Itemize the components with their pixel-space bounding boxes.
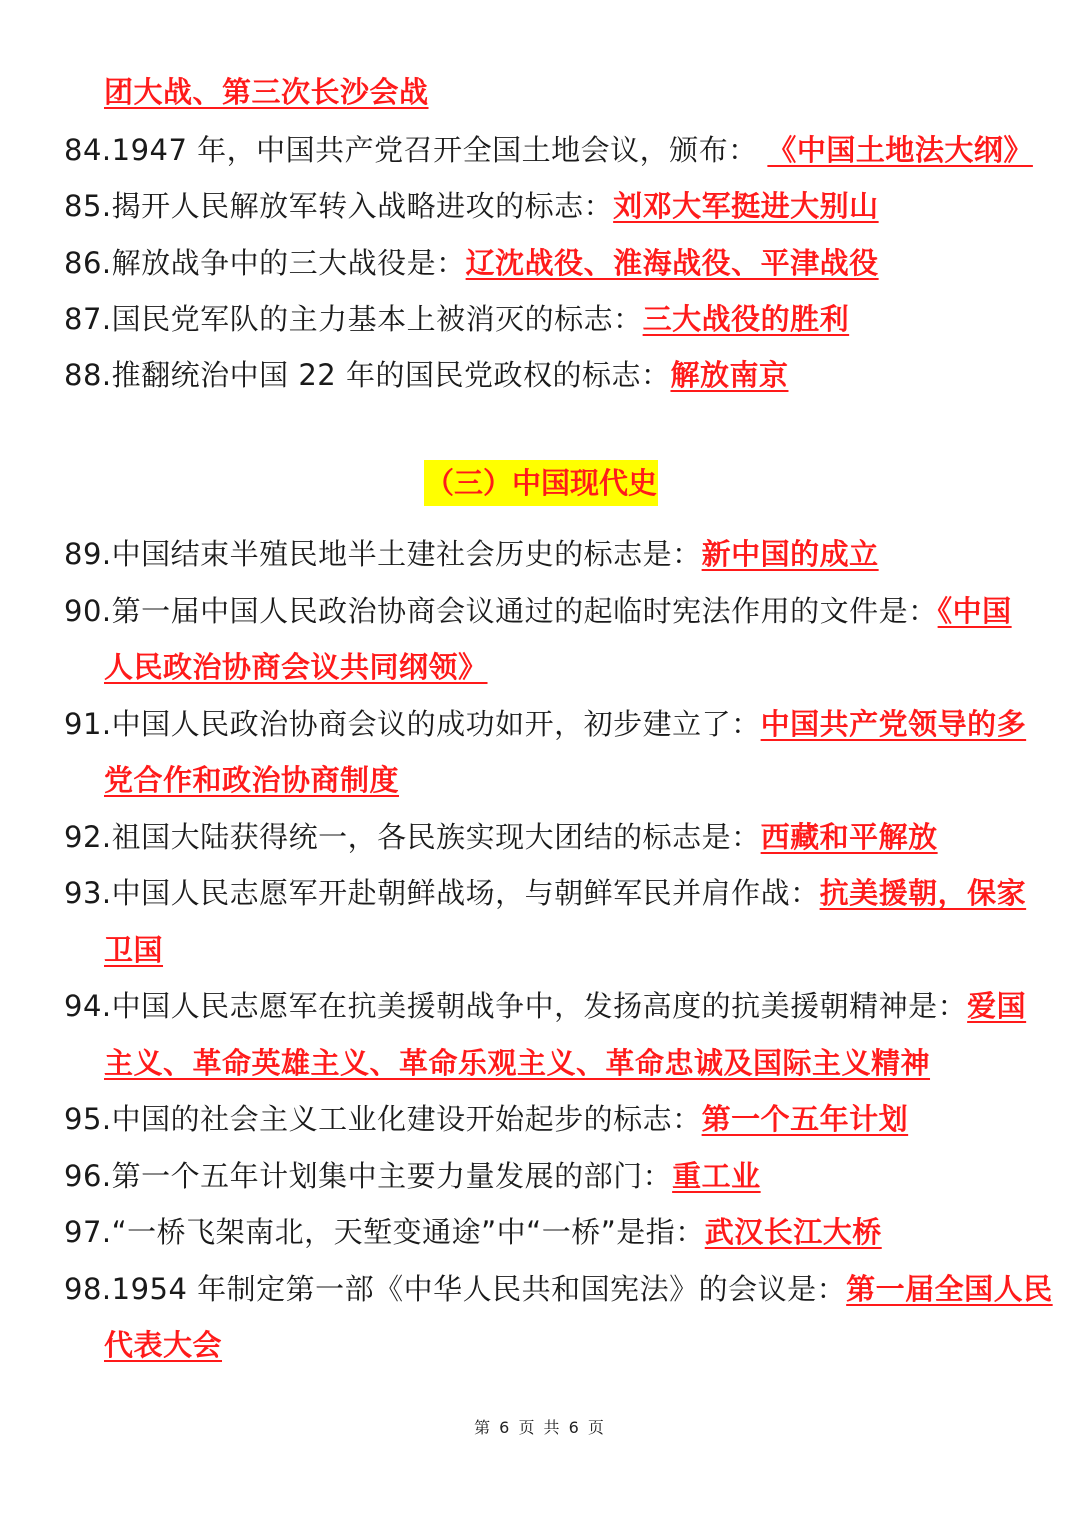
answer: 西藏和平解放 — [760, 820, 938, 854]
answer: 重工业 — [672, 1159, 761, 1193]
answer-continuation: 卫国 — [104, 933, 164, 967]
answer-continuation: 党合作和政治协商制度 — [104, 763, 400, 797]
answer-continuation: 人民政治协商会议共同纲领》 — [104, 650, 488, 684]
item-94 — [64, 986, 1027, 1026]
item-83-continuation — [104, 72, 1064, 112]
answer: 中国共产党领导的多 — [760, 707, 1027, 741]
item-91 — [64, 704, 1027, 744]
item-97 — [64, 1212, 1024, 1252]
item-85 — [64, 186, 1024, 226]
question: 87.国民党军队的主力基本上被消灭的标志： — [64, 302, 643, 336]
answer: 《中国土地法大纲》 — [767, 133, 1033, 167]
question: 98.1954 年制定第一部《中华人民共和国宪法》的会议是： — [64, 1272, 847, 1306]
question: 91.中国人民政治协商会议的成功如开，初步建立了： — [64, 707, 761, 741]
section-heading: （三）中国现代史 — [424, 460, 658, 506]
answer: 团大战、第三次长沙会战 — [104, 75, 429, 109]
item-98 — [64, 1269, 1053, 1309]
question: 88.推翻统治中国 22 年的国民党政权的标志： — [64, 358, 671, 392]
answer: 三大战役的胜利 — [642, 302, 850, 336]
question: 86.解放战争中的三大战役是： — [64, 246, 466, 280]
item-90 — [64, 591, 1024, 631]
question: 93.中国人民志愿军开赴朝鲜战场，与朝鲜军民并肩作战： — [64, 876, 820, 910]
answer-continuation: 主义、革命英雄主义、革命乐观主义、革命忠诚及国际主义精神 — [104, 1046, 931, 1080]
answer: 爱国 — [967, 989, 1027, 1023]
item-94-continuation — [104, 1043, 1064, 1083]
answer: 抗美援朝，保家 — [819, 876, 1027, 910]
item-87 — [64, 299, 1024, 339]
answer: 武汉长江大桥 — [704, 1215, 882, 1249]
answer: 解放南京 — [670, 358, 789, 392]
item-92 — [64, 817, 1024, 857]
answer: 第一个五年计划 — [701, 1102, 909, 1136]
item-91-continuation — [104, 760, 1064, 800]
question: 89.中国结束半殖民地半土建社会历史的标志是： — [64, 537, 702, 571]
answer: 《中国 — [937, 594, 1012, 628]
item-89 — [64, 534, 1024, 574]
question: 92.祖国大陆获得统一，各民族实现大团结的标志是： — [64, 820, 761, 854]
item-93 — [64, 873, 1027, 913]
answer: 辽沈战役、淮海战役、平津战役 — [465, 246, 879, 280]
question: 95.中国的社会主义工业化建设开始起步的标志： — [64, 1102, 702, 1136]
item-90-continuation — [104, 647, 1064, 687]
answer: 刘邓大军挺进大别山 — [613, 189, 879, 223]
question: 96.第一个五年计划集中主要力量发展的部门： — [64, 1159, 673, 1193]
item-84 — [64, 130, 1033, 170]
item-95 — [64, 1099, 1024, 1139]
item-98-continuation — [104, 1325, 1064, 1365]
question: 85.揭开人民解放军转入战略进攻的标志： — [64, 189, 614, 223]
item-96 — [64, 1156, 1024, 1196]
answer: 第一届全国人民 — [846, 1272, 1053, 1306]
item-88 — [64, 355, 1024, 395]
item-86 — [64, 243, 1024, 283]
question: 90.第一届中国人民政治协商会议通过的起临时宪法作用的文件是： — [64, 594, 938, 628]
item-93-continuation — [104, 930, 1064, 970]
question: 94.中国人民志愿军在抗美援朝战争中，发扬高度的抗美援朝精神是： — [64, 989, 968, 1023]
question: 84.1947 年，中国共产党召开全国土地会议，颁布： — [64, 133, 758, 167]
answer: 新中国的成立 — [701, 537, 879, 571]
question: 97.“一桥飞架南北，天堑变通途”中“一桥”是指： — [64, 1215, 705, 1249]
answer-continuation: 代表大会 — [104, 1328, 223, 1362]
page-footer: 第 6 页 共 6 页 — [474, 1418, 606, 1437]
